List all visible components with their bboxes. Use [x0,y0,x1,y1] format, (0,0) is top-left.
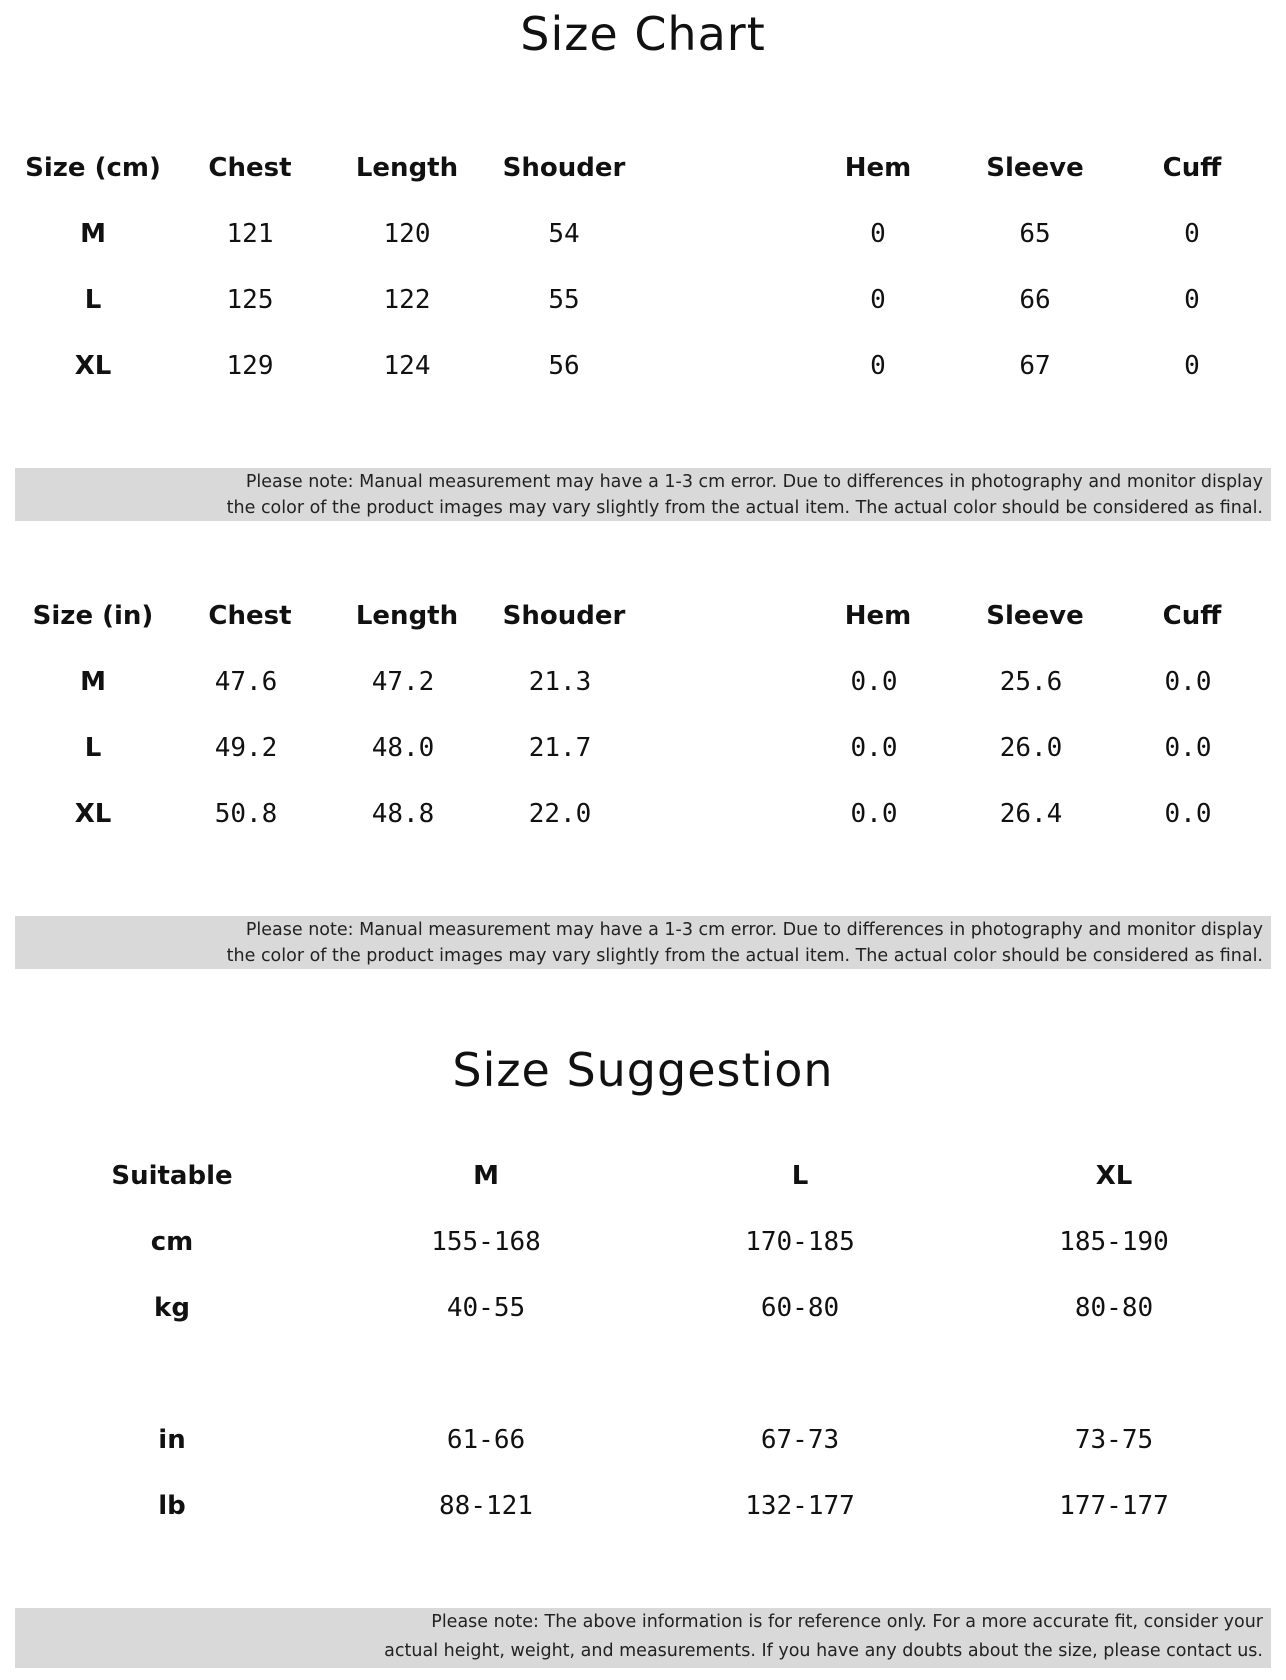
header-cuff: Cuff [1162,601,1222,631]
table-cell: 129 [226,351,274,381]
header-shoulder: Shouder [502,153,626,183]
note-line: the color of the product images may vary slightly from the actual item. The actual color should be considered as final. [226,946,1263,966]
table-cell: 0.0 [850,733,898,763]
note-line: Please note: Manual measurement may have a 1-3 cm error. Due to differences in photography and monitor display [245,920,1263,940]
table-cell: 122 [383,285,431,315]
table-cell: 177-177 [1059,1491,1169,1521]
size-suggestion-title: Size Suggestion [452,1043,834,1097]
table-cell: 0.0 [1164,799,1212,829]
table-cell: 0 [1184,285,1200,315]
table-cell: 125 [226,285,274,315]
size-suggestion-table [0,1158,1286,1528]
header-length: Length [355,153,459,183]
header-m: M [473,1161,499,1191]
table-cell: 170-185 [745,1227,855,1257]
header-cuff: Cuff [1162,153,1222,183]
header-xl: XL [1095,1161,1133,1191]
table-cell: 48.8 [371,799,435,829]
table-cell: 60-80 [760,1293,840,1323]
table-cell: 26.4 [999,799,1063,829]
table-cell: 25.6 [999,667,1063,697]
row-label: L [84,285,102,315]
row-label: M [80,219,106,249]
table-cell: 21.7 [528,733,592,763]
table-cell: 0 [870,219,886,249]
row-label: L [84,733,102,763]
table-cell: 61-66 [446,1425,526,1455]
note-line: Please note: Manual measurement may have a 1-3 cm error. Due to differences in photography and monitor display [245,472,1263,492]
row-label: lb [158,1491,186,1521]
table-cell: 55 [548,285,580,315]
row-label: in [158,1425,186,1455]
table-cell: 121 [226,219,274,249]
table-cell: 67 [1019,351,1051,381]
note-line: the color of the product images may vary slightly from the actual item. The actual color should be considered as final. [226,498,1263,518]
table-cell: 66 [1019,285,1051,315]
table-cell: 54 [548,219,580,249]
table-cell: 0.0 [1164,733,1212,763]
table-cell: 0 [1184,351,1200,381]
header-chest: Chest [208,601,292,631]
header-shoulder: Shouder [502,601,626,631]
table-cell: 26.0 [999,733,1063,763]
size-table-cm [0,150,1286,390]
row-label: kg [154,1293,190,1323]
table-cell: 56 [548,351,580,381]
suggestion-note [15,1608,1271,1668]
table-cell: 88-121 [439,1491,533,1521]
header-sleeve: Sleeve [986,153,1084,183]
table-cell: 0.0 [1164,667,1212,697]
table-cell: 50.8 [214,799,278,829]
header-hem: Hem [844,153,912,183]
table-cell: 40-55 [446,1293,526,1323]
table-cell: 0.0 [850,667,898,697]
table-cell: 80-80 [1074,1293,1154,1323]
table-cell: 185-190 [1059,1227,1169,1257]
table-cell: 21.3 [528,667,592,697]
row-label: XL [74,799,112,829]
header-length: Length [355,601,459,631]
header-size: Size (in) [32,601,154,631]
table-cell: 0.0 [850,799,898,829]
row-label: cm [150,1227,194,1257]
table-cell: 124 [383,351,431,381]
table-cell: 73-75 [1074,1425,1154,1455]
header-hem: Hem [844,601,912,631]
table-cell: 47.2 [371,667,435,697]
header-size: Size (cm) [25,153,161,183]
table-cell: 155-168 [431,1227,541,1257]
header-l: L [791,1161,809,1191]
note-line: actual height, weight, and measurements. If you have any doubts about the size, please contact us. [384,1641,1263,1661]
size-table-in [0,598,1286,838]
measurement-note-cm [15,468,1271,521]
table-cell: 47.6 [214,667,278,697]
note-line: Please note: The above information is for reference only. For a more accurate fit, consider your [431,1612,1263,1632]
header-sleeve: Sleeve [986,601,1084,631]
size-chart-title: Size Chart [520,7,766,61]
table-cell: 132-177 [745,1491,855,1521]
header-suitable: Suitable [111,1161,233,1191]
table-cell: 65 [1019,219,1051,249]
table-cell: 0 [1184,219,1200,249]
table-cell: 0 [870,351,886,381]
table-cell: 49.2 [214,733,278,763]
table-cell: 48.0 [371,733,435,763]
table-cell: 22.0 [528,799,592,829]
table-cell: 120 [383,219,431,249]
header-chest: Chest [208,153,292,183]
table-cell: 67-73 [760,1425,840,1455]
row-label: XL [74,351,112,381]
measurement-note-in [15,916,1271,969]
row-label: M [80,667,106,697]
table-cell: 0 [870,285,886,315]
